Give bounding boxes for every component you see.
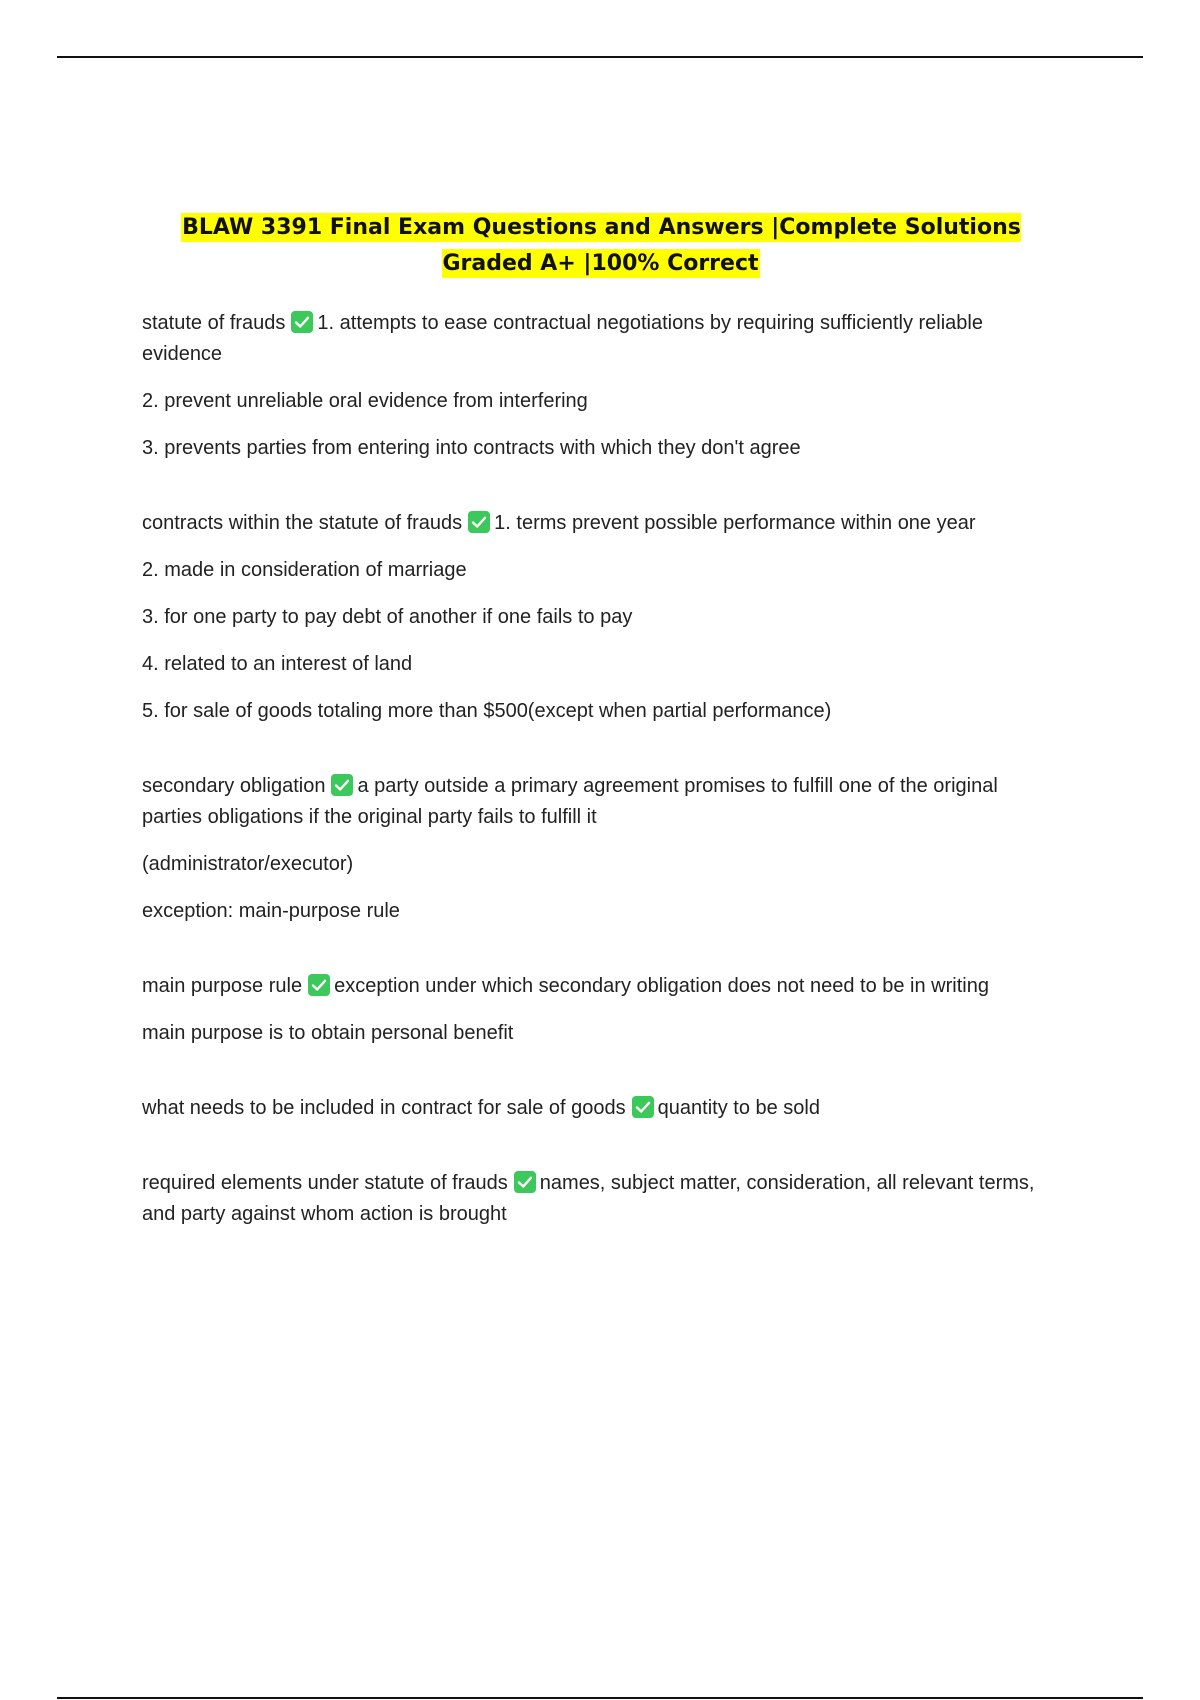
check-icon xyxy=(291,311,313,333)
document-title xyxy=(142,210,1060,282)
check-icon xyxy=(331,774,353,796)
qa-term: contracts within the statute of frauds xyxy=(142,512,463,534)
header-rule xyxy=(57,56,1143,58)
qa-detail-line: exception: main-purpose rule xyxy=(142,900,400,922)
qa-detail-line: 3. for one party to pay debt of another if one fails to pay xyxy=(142,606,633,628)
qa-term: statute of frauds xyxy=(142,312,286,334)
qa-detail-line: 5. for sale of goods totaling more than $500(except when partial performance) xyxy=(142,700,832,722)
qa-term: required elements under statute of frauds xyxy=(142,1172,508,1194)
document-content xyxy=(142,210,1060,1230)
qa-entry xyxy=(142,1168,1060,1230)
qa-detail-line: 4. related to an interest of land xyxy=(142,653,413,675)
qa-detail-line: (administrator/executor) xyxy=(142,853,354,875)
qa-answer: 1. terms prevent possible performance within one year xyxy=(494,512,976,534)
qa-detail-line: 3. prevents parties from entering into contracts with which they don't agree xyxy=(142,437,801,459)
qa-term: main purpose rule xyxy=(142,975,303,997)
qa-line xyxy=(142,308,1060,370)
qa-answer: quantity to be sold xyxy=(657,1097,820,1119)
qa-answer: a party outside a primary agreement promises to fulfill one of the original parties obligations if the original party fails to fulfill it xyxy=(142,775,998,828)
qa-line xyxy=(142,1168,1060,1230)
qa-term: what needs to be included in contract for sale of goods xyxy=(142,1097,626,1119)
qa-entry xyxy=(142,508,1060,727)
qa-term: secondary obligation xyxy=(142,775,326,797)
qa-line xyxy=(142,1093,1060,1124)
qa-line xyxy=(142,771,1060,833)
qa-answer: 1. attempts to ease contractual negotiations by requiring sufficiently reliable evidence xyxy=(142,312,983,365)
qa-answer: exception under which secondary obligation does not need to be in writing xyxy=(334,975,989,997)
qa-line xyxy=(142,508,1060,539)
qa-list xyxy=(142,308,1060,1230)
check-icon xyxy=(514,1171,536,1193)
qa-detail-line: main purpose is to obtain personal benefit xyxy=(142,1022,514,1044)
qa-entry xyxy=(142,771,1060,927)
check-icon xyxy=(468,511,490,533)
check-icon xyxy=(632,1096,654,1118)
document-title-highlight: BLAW 3391 Final Exam Questions and Answers |Complete Solutions Graded A+ |100% Correct xyxy=(182,215,1021,276)
qa-entry xyxy=(142,1093,1060,1124)
footer-rule xyxy=(57,1697,1143,1699)
qa-answer: names, subject matter, consideration, all relevant terms, and party against whom action is brought xyxy=(142,1172,1035,1225)
check-icon xyxy=(308,974,330,996)
qa-detail-line: 2. made in consideration of marriage xyxy=(142,559,467,581)
qa-entry xyxy=(142,971,1060,1049)
qa-entry xyxy=(142,308,1060,464)
qa-detail-line: 2. prevent unreliable oral evidence from interfering xyxy=(142,390,588,412)
qa-line xyxy=(142,971,1060,1002)
